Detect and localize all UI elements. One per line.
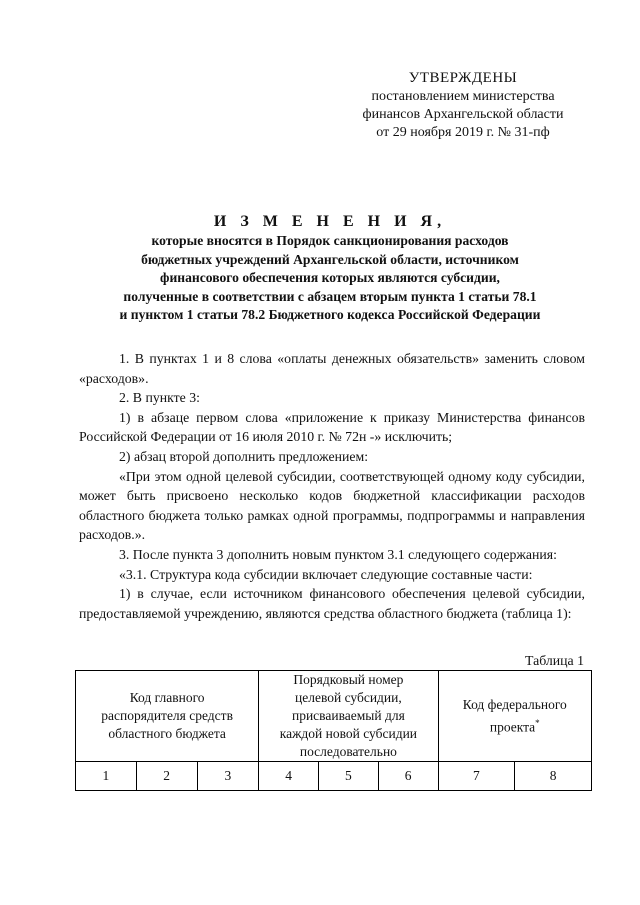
heading-title: И З М Е Н Е Н И Я, (213, 213, 447, 230)
paragraph: «При этом одной целевой субсидии, соответствующей одному коду субсидии, может быть присвоено несколько кодов бюджетной классификации расходов областного бюджета только рамках одной программы, подпрограммы и направления расходов.». (79, 468, 585, 543)
paragraph: 1) в абзаце первом слова «приложение к приказу Министерства финансов Российской Федерации от 16 июля 2010 г. № 72н -» исключить; (79, 409, 585, 445)
table-header-cell: Код главного распорядителя средств областного бюджета (76, 671, 259, 762)
table-cell: 7 (438, 762, 515, 791)
table-header-row (76, 671, 592, 762)
approval-title: УТВЕРЖДЕНЫ (408, 70, 518, 86)
subsidy-code-table (75, 670, 592, 791)
document-heading (60, 212, 600, 325)
heading-line: полученные в соответствии с абзацем вторым пункта 1 статьи 78.1 (123, 288, 537, 304)
paragraph: 2. В пункте 3: (119, 390, 200, 406)
approval-date: от 29 ноября 2019 г. № 31-пф (376, 125, 550, 140)
table-cell: 2 (136, 762, 197, 791)
table-cell: 4 (259, 762, 319, 791)
document-body (79, 349, 585, 623)
table-cell: 6 (378, 762, 438, 791)
paragraph: 3. После пункта 3 дополнить новым пунктом 3.1 следующего содержания: (119, 546, 557, 562)
table-row (76, 762, 592, 791)
table-cell: 3 (197, 762, 259, 791)
approval-line: постановлением министерства (371, 89, 555, 104)
paragraph: 1) в случае, если источником финансового обеспечения целевой субсидии, предоставляемой учреждению, являются средства областного бюджета (таблица 1): (79, 586, 585, 621)
table-header-cell: Порядковый номер целевой субсидии, присваиваемый для каждой новой субсидии последовательно (259, 671, 438, 762)
table-header-cell: Код федерального проекта* (438, 671, 591, 762)
heading-line: которые вносятся в Порядок санкционирования расходов (151, 233, 509, 248)
paragraph: 1. В пунктах 1 и 8 слова «оплаты денежных обязательств» заменить словом «расходов». (79, 351, 585, 386)
heading-line: финансового обеспечения которых являются субсидии, (160, 270, 500, 285)
table-cell: 1 (76, 762, 137, 791)
heading-line: бюджетных учреждений Архангельской области, источником (141, 251, 519, 267)
table-caption: Таблица 1 (524, 653, 584, 668)
approval-block (358, 68, 568, 142)
footnote-mark: * (535, 717, 540, 728)
paragraph: 2) абзац второй дополнить предложением: (119, 448, 369, 464)
heading-line: и пунктом 1 статьи 78.2 Бюджетного кодекса Российской Федерации (119, 307, 541, 322)
table-cell: 5 (319, 762, 379, 791)
table-cell: 8 (515, 762, 592, 791)
paragraph: «3.1. Структура кода субсидии включает следующие составные части: (119, 566, 533, 582)
approval-line: финансов Архангельской области (362, 107, 564, 122)
